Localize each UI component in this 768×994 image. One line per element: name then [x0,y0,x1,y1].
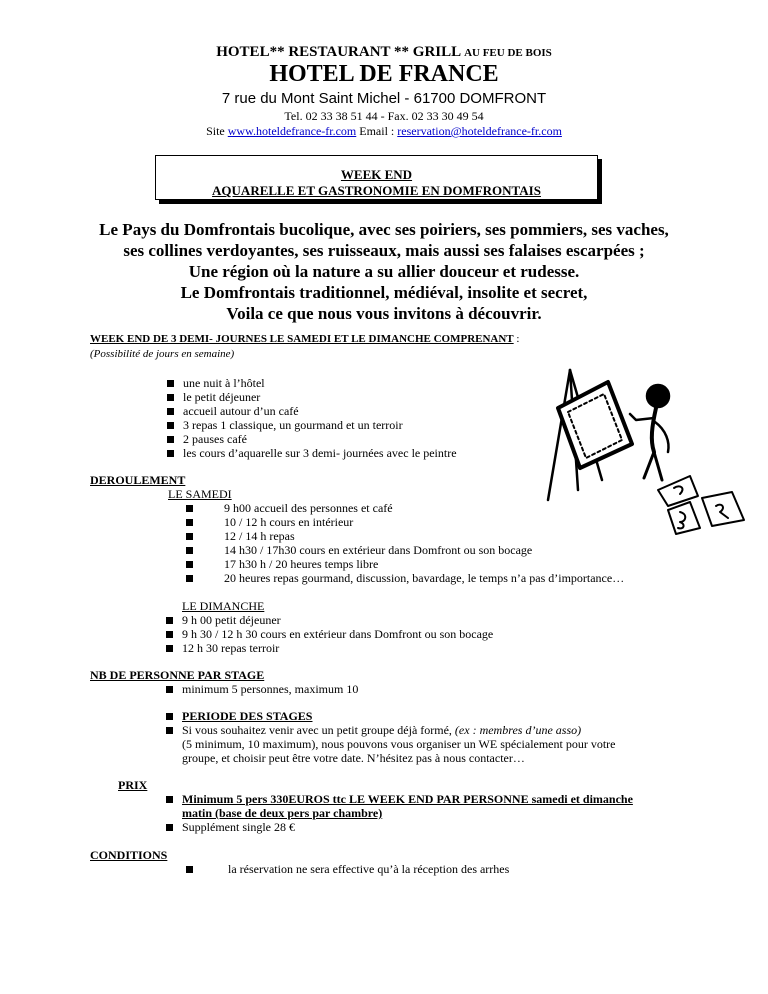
list-item-text: une nuit à l’hôtel [183,376,265,390]
list-item-text: 9 h 00 petit déjeuner [182,613,281,627]
bullet-square-icon [166,824,173,831]
painter-leg-left [644,452,654,478]
email-link[interactable]: reservation@hoteldefrance-fr.com [397,124,562,138]
bullet-square-icon [186,575,193,582]
painter-easel-illustration [540,360,750,538]
bullet-square-icon [167,422,174,429]
phone-fax: Tel. 02 33 38 51 44 - Fax. 02 33 30 49 54 [284,109,484,123]
list-item-text: 20 heures repas gourmand, discussion, bavardage, le temps n’a pas d’importance… [224,571,625,585]
prix-line2: matin (base de deux pers par chambre) [182,806,383,820]
contact-line [0,124,768,139]
painter-arm-brush [630,414,654,420]
periode-line2: (5 minimum, 10 maximum), nous pouvons vous organiser un WE spécialement pour votre [182,737,616,751]
list-item-text: 3 repas 1 classique, un gourmand et un terroir [183,418,403,432]
hotel-title: HOTEL DE FRANCE [269,61,499,87]
list-item-text: 10 / 12 h cours en intérieur [224,515,354,529]
bullet-square-icon [166,631,173,638]
easel-canvas [558,382,632,468]
bullet-square-icon [166,617,173,624]
samedi-label: LE SAMEDI [168,487,232,501]
bullet-square-icon [166,686,173,693]
site-label: Site [206,124,225,138]
list-item-text: 9 h00 accueil des personnes et café [224,501,393,515]
list-item-text: minimum 5 personnes, maximum 10 [182,682,359,696]
bullet-square-icon [166,713,173,720]
dimanche-label: LE DIMANCHE [182,599,265,613]
painter-head [647,385,669,407]
weekend-heading-text: WEEK END DE 3 DEMI- JOURNES LE SAMEDI ET LE DIMANCHE COMPRENANT [90,333,514,345]
prix-heading: PRIX [118,778,148,792]
list-item-text: 12 / 14 h repas [224,529,295,543]
bullet-square-icon [186,533,193,540]
intro-line-5: Voila ce que nous vous invitons à découvrir. [226,304,542,323]
list-item-text: 17 h30 h / 20 heures temps libre [224,557,379,571]
email-label: Email : [359,124,395,138]
intro-line-4: Le Domfrontais traditionnel, médiéval, insolite et secret, [180,283,588,302]
periode-text-italic: (ex : membres d’une asso) [454,723,582,737]
bullet-square-icon [167,394,174,401]
list-item-text: le petit déjeuner [183,390,261,404]
painter-body [652,408,656,452]
bullet-square-icon [186,866,193,873]
prix-supplement: Supplément single 28 € [182,820,295,834]
bullet-square-icon [166,796,173,803]
list-item-text: accueil autour d’un café [183,404,299,418]
bullet-square-icon [186,561,193,568]
bullet-square-icon [186,505,193,512]
periode-text-start: Si vous souhaitez venir avec un petit groupe déjà formé, [182,723,455,737]
list-item-text: les cours d’aquarelle sur 3 demi- journées avec le peintre [183,446,457,460]
bullet-square-icon [166,727,173,734]
bullet-square-icon [186,519,193,526]
painter-arm [655,422,668,452]
periode-text [182,723,581,738]
prix-line1: Minimum 5 pers 330EUROS ttc LE WEEK END PAR PERSONNE samedi et dimanche [182,792,633,806]
intro-line-5-text: Voila ce que nous vous invitons à découvrir [226,304,538,323]
bullet-square-icon [166,645,173,652]
list-item-text: 2 pauses café [183,432,247,446]
bullet-square-icon [167,408,174,415]
list-item-text: 9 h 30 / 12 h 30 cours en extérieur dans Domfront ou son bocage [182,627,494,641]
header-line1 [0,44,768,61]
bullet-square-icon [186,547,193,554]
paper-sheet-1 [658,476,698,506]
nb-heading: NB DE PERSONNE PAR STAGE [90,668,265,682]
header-services-small: AU FEU DE BOIS [464,47,552,59]
weekend-heading [90,333,519,345]
intro-line-1: Le Pays du Domfrontais bucolique, avec ses poiriers, ses pommiers, ses vaches, [99,220,669,239]
intro-line-2: ses collines verdoyantes, ses ruisseaux, mais aussi ses falaises escarpées ; [123,241,645,260]
list-item-text: 14 h30 / 17h30 cours en extérieur dans Domfront ou son bocage [224,543,533,557]
conditions-heading: CONDITIONS [90,848,168,862]
periode-heading: PERIODE DES STAGES [182,709,313,723]
intro-line-3: Une région où la nature a su allier douceur et rudesse. [188,262,580,281]
box-line1: WEEK END [340,167,413,182]
box-line2: AQUARELLE ET GASTRONOMIE EN DOMFRONTAIS [212,183,541,198]
bullet-square-icon [167,450,174,457]
periode-line3: groupe, et choisir peut être votre date. N’hésitez pas à nous contacter… [182,751,525,765]
painter-leg-right [654,452,662,480]
header-services: HOTEL** RESTAURANT ** GRILL [216,44,461,60]
weekend-heading-suffix: : [513,333,520,345]
website-link[interactable]: www.hoteldefrance-fr.com [227,124,357,138]
list-item-text: la réservation ne sera effective qu’à la réception des arrhes [228,862,510,876]
bullet-square-icon [167,436,174,443]
bullet-square-icon [167,380,174,387]
deroulement-heading: DEROULEMENT [90,473,186,487]
address: 7 rue du Mont Saint Michel - 61700 DOMFRONT [221,90,547,107]
list-item-text: 12 h 30 repas terroir [182,641,280,655]
paper-sheet-2 [668,502,700,534]
weekend-note: (Possibilité de jours en semaine) [90,348,235,360]
